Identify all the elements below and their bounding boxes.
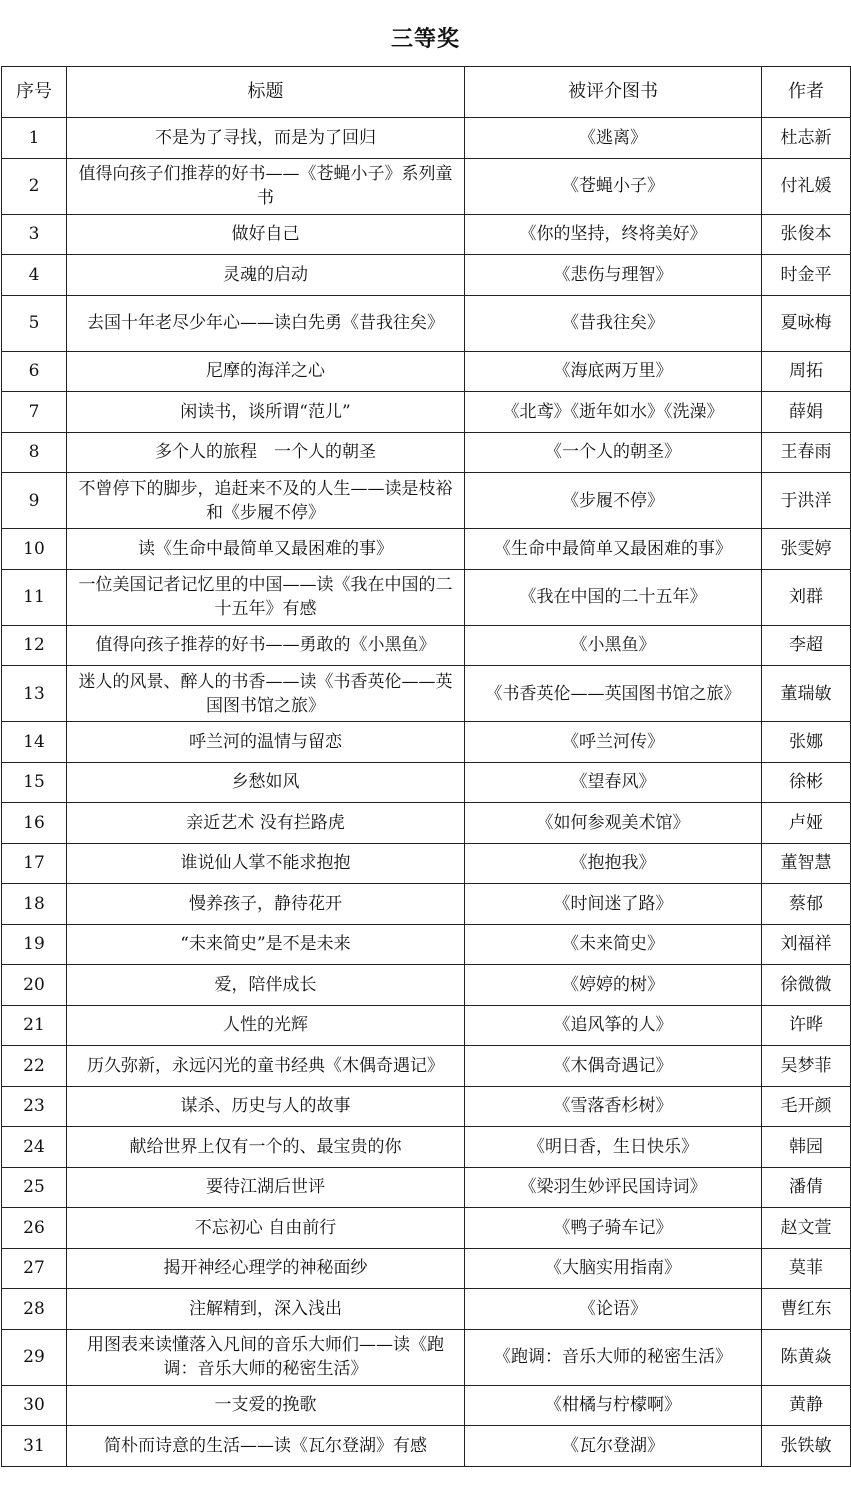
table-row [2, 1289, 851, 1330]
header-author: 作者 [762, 67, 851, 118]
table-row [2, 214, 851, 255]
row-book: 《一个人的朝圣》 [465, 432, 762, 473]
row-title: 注解精到，深入浅出 [67, 1289, 465, 1330]
row-book: 《北鸢》《逝年如水》《洗澡》 [465, 392, 762, 433]
row-book: 《明日香，生日快乐》 [465, 1127, 762, 1168]
row-title: 做好自己 [67, 214, 465, 255]
row-title: 历久弥新，永远闪光的童书经典《木偶奇遇记》 [67, 1046, 465, 1087]
table-row [2, 1005, 851, 1046]
table-row [2, 473, 851, 529]
table-row [2, 1385, 851, 1426]
row-book: 《逃离》 [465, 118, 762, 159]
row-book: 《苍蝇小子》 [465, 158, 762, 214]
row-number: 5 [2, 295, 67, 351]
table-row [2, 924, 851, 965]
row-book: 《柑橘与柠檬啊》 [465, 1385, 762, 1426]
row-book: 《生命中最简单又最困难的事》 [465, 529, 762, 570]
table-row [2, 666, 851, 722]
row-number: 24 [2, 1127, 67, 1168]
row-author: 张雯婷 [762, 529, 851, 570]
row-author: 吴梦菲 [762, 1046, 851, 1087]
row-number: 28 [2, 1289, 67, 1330]
row-author: 徐彬 [762, 762, 851, 803]
row-title: 值得向孩子们推荐的好书——《苍蝇小子》系列童书 [67, 158, 465, 214]
row-author: 时金平 [762, 255, 851, 296]
row-title: 闲读书，谈所谓“范儿” [67, 392, 465, 433]
row-title: “未来简史”是不是未来 [67, 924, 465, 965]
row-book: 《步履不停》 [465, 473, 762, 529]
table-row [2, 118, 851, 159]
row-number: 15 [2, 762, 67, 803]
row-book: 《海底两万里》 [465, 351, 762, 392]
row-title: 谁说仙人掌不能求抱抱 [67, 843, 465, 884]
header-title: 标题 [67, 67, 465, 118]
table-row [2, 625, 851, 666]
row-number: 30 [2, 1385, 67, 1426]
row-author: 许晔 [762, 1005, 851, 1046]
row-title: 迷人的风景、醉人的书香——读《书香英伦——英国图书馆之旅》 [67, 666, 465, 722]
row-number: 10 [2, 529, 67, 570]
table-row [2, 432, 851, 473]
row-author: 于洪洋 [762, 473, 851, 529]
row-author: 莫菲 [762, 1248, 851, 1289]
row-book: 《梁羽生妙评民国诗词》 [465, 1167, 762, 1208]
row-author: 潘倩 [762, 1167, 851, 1208]
row-book: 《望春风》 [465, 762, 762, 803]
table-row [2, 569, 851, 625]
row-author: 蔡郁 [762, 884, 851, 925]
row-author: 张娜 [762, 722, 851, 763]
row-author: 陈黄焱 [762, 1329, 851, 1385]
row-author: 付礼媛 [762, 158, 851, 214]
table-row [2, 1167, 851, 1208]
row-author: 卢娅 [762, 803, 851, 844]
row-number: 27 [2, 1248, 67, 1289]
row-number: 17 [2, 843, 67, 884]
row-title: 亲近艺术 没有拦路虎 [67, 803, 465, 844]
row-number: 21 [2, 1005, 67, 1046]
row-author: 黄静 [762, 1385, 851, 1426]
row-title: 谋杀、历史与人的故事 [67, 1086, 465, 1127]
award-table [1, 66, 851, 1467]
row-author: 毛开颜 [762, 1086, 851, 1127]
row-book: 《婷婷的树》 [465, 965, 762, 1006]
row-book: 《鸭子骑车记》 [465, 1208, 762, 1249]
row-title: 献给世界上仅有一个的、最宝贵的你 [67, 1127, 465, 1168]
row-number: 1 [2, 118, 67, 159]
row-number: 26 [2, 1208, 67, 1249]
row-book: 《小黑鱼》 [465, 625, 762, 666]
row-book: 《悲伤与理智》 [465, 255, 762, 296]
row-book: 《追风筝的人》 [465, 1005, 762, 1046]
row-title: 读《生命中最简单又最困难的事》 [67, 529, 465, 570]
row-author: 刘群 [762, 569, 851, 625]
row-author: 张俊本 [762, 214, 851, 255]
row-author: 李超 [762, 625, 851, 666]
row-author: 周拓 [762, 351, 851, 392]
row-number: 4 [2, 255, 67, 296]
row-title: 一支爱的挽歌 [67, 1385, 465, 1426]
row-author: 刘福祥 [762, 924, 851, 965]
row-author: 韩园 [762, 1127, 851, 1168]
row-title: 一位美国记者记忆里的中国——读《我在中国的二十五年》有感 [67, 569, 465, 625]
row-number: 11 [2, 569, 67, 625]
table-row [2, 392, 851, 433]
row-number: 16 [2, 803, 67, 844]
row-book: 《跑调：音乐大师的秘密生活》 [465, 1329, 762, 1385]
table-row [2, 1086, 851, 1127]
table-row [2, 803, 851, 844]
row-number: 12 [2, 625, 67, 666]
row-number: 2 [2, 158, 67, 214]
row-book: 《论语》 [465, 1289, 762, 1330]
row-author: 王春雨 [762, 432, 851, 473]
table-row [2, 255, 851, 296]
row-title: 爱，陪伴成长 [67, 965, 465, 1006]
table-row [2, 843, 851, 884]
row-number: 19 [2, 924, 67, 965]
row-title: 乡愁如风 [67, 762, 465, 803]
row-title: 不忘初心 自由前行 [67, 1208, 465, 1249]
row-title: 多个人的旅程 一个人的朝圣 [67, 432, 465, 473]
row-book: 《雪落香杉树》 [465, 1086, 762, 1127]
row-author: 董智慧 [762, 843, 851, 884]
row-number: 13 [2, 666, 67, 722]
header-no: 序号 [2, 67, 67, 118]
row-title: 尼摩的海洋之心 [67, 351, 465, 392]
row-number: 22 [2, 1046, 67, 1087]
row-number: 31 [2, 1426, 67, 1467]
table-row [2, 884, 851, 925]
table-row [2, 1426, 851, 1467]
row-author: 徐微微 [762, 965, 851, 1006]
row-title: 要待江湖后世评 [67, 1167, 465, 1208]
row-book: 《你的坚持，终将美好》 [465, 214, 762, 255]
row-number: 6 [2, 351, 67, 392]
row-number: 3 [2, 214, 67, 255]
header-book: 被评介图书 [465, 67, 762, 118]
row-author: 董瑞敏 [762, 666, 851, 722]
table-row [2, 1046, 851, 1087]
row-author: 杜志新 [762, 118, 851, 159]
table-row [2, 965, 851, 1006]
row-author: 曹红东 [762, 1289, 851, 1330]
row-book: 《大脑实用指南》 [465, 1248, 762, 1289]
table-row [2, 762, 851, 803]
row-author: 张铁敏 [762, 1426, 851, 1467]
row-number: 14 [2, 722, 67, 763]
row-number: 9 [2, 473, 67, 529]
row-number: 20 [2, 965, 67, 1006]
row-author: 夏咏梅 [762, 295, 851, 351]
row-title: 呼兰河的温情与留恋 [67, 722, 465, 763]
row-book: 《呼兰河传》 [465, 722, 762, 763]
row-title: 人性的光辉 [67, 1005, 465, 1046]
table-row [2, 158, 851, 214]
table-row [2, 1127, 851, 1168]
row-title: 不是为了寻找，而是为了回归 [67, 118, 465, 159]
row-number: 29 [2, 1329, 67, 1385]
row-title: 简朴而诗意的生活——读《瓦尔登湖》有感 [67, 1426, 465, 1467]
header-row [2, 67, 851, 118]
row-number: 8 [2, 432, 67, 473]
row-title: 揭开神经心理学的神秘面纱 [67, 1248, 465, 1289]
row-book: 《昔我往矣》 [465, 295, 762, 351]
row-title: 慢养孩子，静待花开 [67, 884, 465, 925]
row-title: 用图表来读懂落入凡间的音乐大师们——读《跑调：音乐大师的秘密生活》 [67, 1329, 465, 1385]
row-number: 23 [2, 1086, 67, 1127]
row-title: 灵魂的启动 [67, 255, 465, 296]
row-number: 25 [2, 1167, 67, 1208]
row-book: 《木偶奇遇记》 [465, 1046, 762, 1087]
row-book: 《瓦尔登湖》 [465, 1426, 762, 1467]
row-number: 7 [2, 392, 67, 433]
table-row [2, 351, 851, 392]
row-title: 值得向孩子推荐的好书——勇敢的《小黑鱼》 [67, 625, 465, 666]
row-author: 薛娟 [762, 392, 851, 433]
table-row [2, 1248, 851, 1289]
row-number: 18 [2, 884, 67, 925]
page-title: 三等奖 [390, 26, 460, 52]
table-body [2, 118, 851, 1467]
row-title: 不曾停下的脚步，追赶来不及的人生——读是枝裕和《步履不停》 [67, 473, 465, 529]
table-row [2, 1208, 851, 1249]
row-book: 《如何参观美术馆》 [465, 803, 762, 844]
row-book: 《抱抱我》 [465, 843, 762, 884]
row-title: 去国十年老尽少年心——读白先勇《昔我往矣》 [67, 295, 465, 351]
table-row [2, 722, 851, 763]
row-book: 《未来简史》 [465, 924, 762, 965]
row-book: 《时间迷了路》 [465, 884, 762, 925]
row-book: 《书香英伦——英国图书馆之旅》 [465, 666, 762, 722]
row-book: 《我在中国的二十五年》 [465, 569, 762, 625]
row-author: 赵文萱 [762, 1208, 851, 1249]
table-row [2, 295, 851, 351]
table-row [2, 529, 851, 570]
table-row [2, 1329, 851, 1385]
